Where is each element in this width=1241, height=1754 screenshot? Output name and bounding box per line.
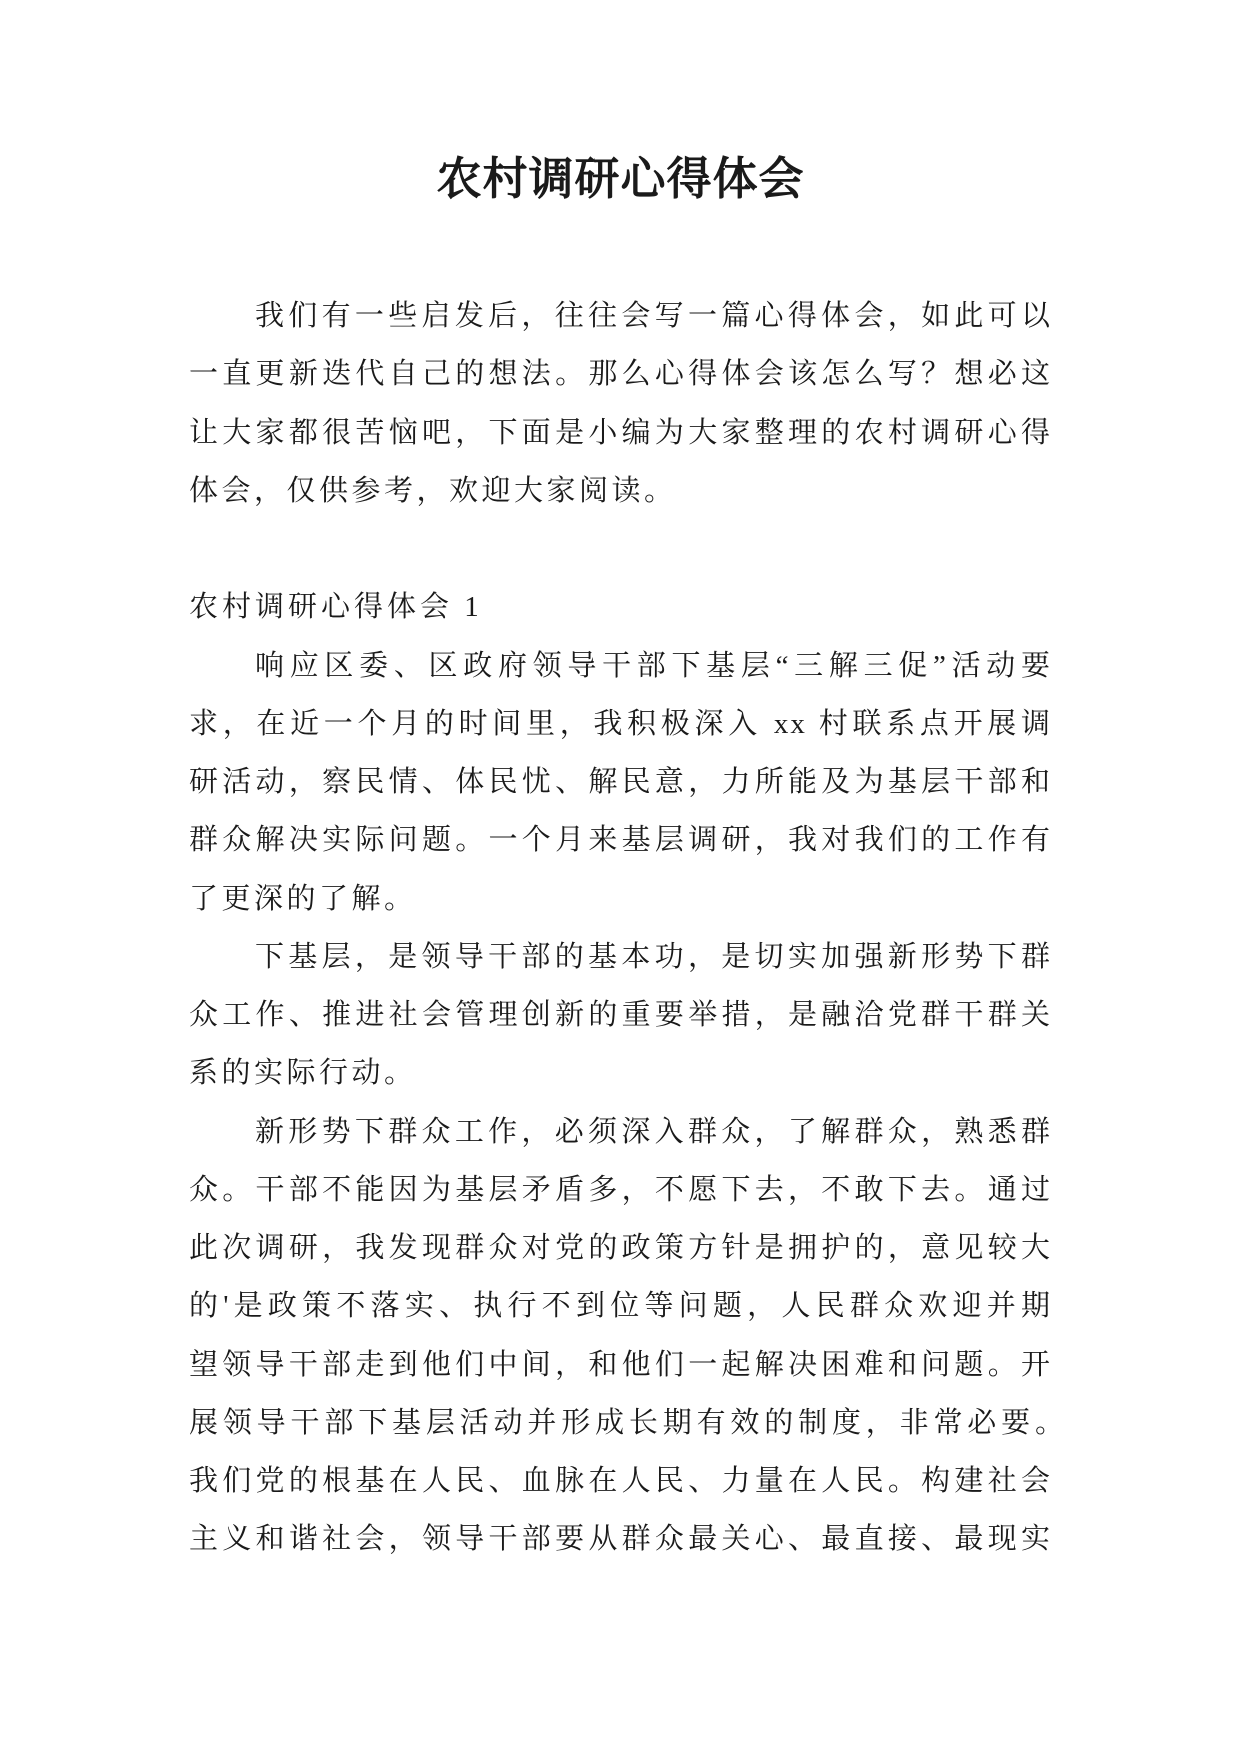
text-line: 此次调研，我发现群众对党的政策方针是拥护的，意见较大 [189, 1232, 1052, 1264]
text-line: 我们有一些启发后，往往会写一篇心得体会，如此可以 [255, 300, 1052, 332]
text-line: 求，在近一个月的时间里，我积极深入 xx 村联系点开展调 [189, 707, 1052, 740]
blank-line [189, 520, 1052, 578]
text-line: 展领导干部下基层活动并形成长期有效的制度，非常必要。 [189, 1406, 1066, 1439]
text-line: 系的实际行动。 [189, 1057, 417, 1090]
text-line: 我们党的根基在人民、血脉在人民、力量在人民。构建社会 [189, 1465, 1052, 1497]
text-line: 主义和谐社会，领导干部要从群众最关心、最直接、最现实 [189, 1523, 1052, 1556]
body-paragraph [189, 928, 1052, 1103]
text-line: 群众解决实际问题。一个月来基层调研，我对我们的工作有 [189, 824, 1052, 857]
body-paragraph [189, 1103, 1066, 1569]
text-line: 让大家都很苦恼吧，下面是小编为大家整理的农村调研心得 [189, 416, 1052, 449]
text-line: 一直更新迭代自己的想法。那么心得体会该怎么写？想必这 [189, 358, 1052, 391]
text-line: 众工作、推进社会管理创新的重要举措，是融洽党群干群关 [189, 999, 1052, 1031]
text-line: 下基层，是领导干部的基本功，是切实加强新形势下群 [255, 940, 1052, 973]
text-line: 响应区委、区政府领导干部下基层“三解三促”活动要 [255, 649, 1052, 682]
text-line: 新形势下群众工作，必须深入群众，了解群众，熟悉群 [255, 1115, 1052, 1148]
body-paragraph [189, 637, 1052, 928]
text-line: 研活动，察民情、体民忧、解民意，力所能及为基层干部和 [189, 766, 1052, 798]
intro-paragraph [189, 287, 1052, 520]
text-line: 了更深的了解。 [189, 882, 417, 915]
document-title: 农村调研心得体会 [436, 154, 805, 204]
text-line: 的'是政策不落实、执行不到位等问题，人民群众欢迎并期 [189, 1290, 1052, 1323]
text-line: 望领导干部走到他们中间，和他们一起解决困难和问题。开 [189, 1348, 1052, 1381]
text-line: 体会，仅供参考，欢迎大家阅读。 [189, 474, 677, 507]
section-heading: 农村调研心得体会 1 [189, 591, 483, 624]
text-line: 众。干部不能因为基层矛盾多，不愿下去，不敢下去。通过 [189, 1173, 1052, 1206]
document-body [189, 287, 1066, 1569]
